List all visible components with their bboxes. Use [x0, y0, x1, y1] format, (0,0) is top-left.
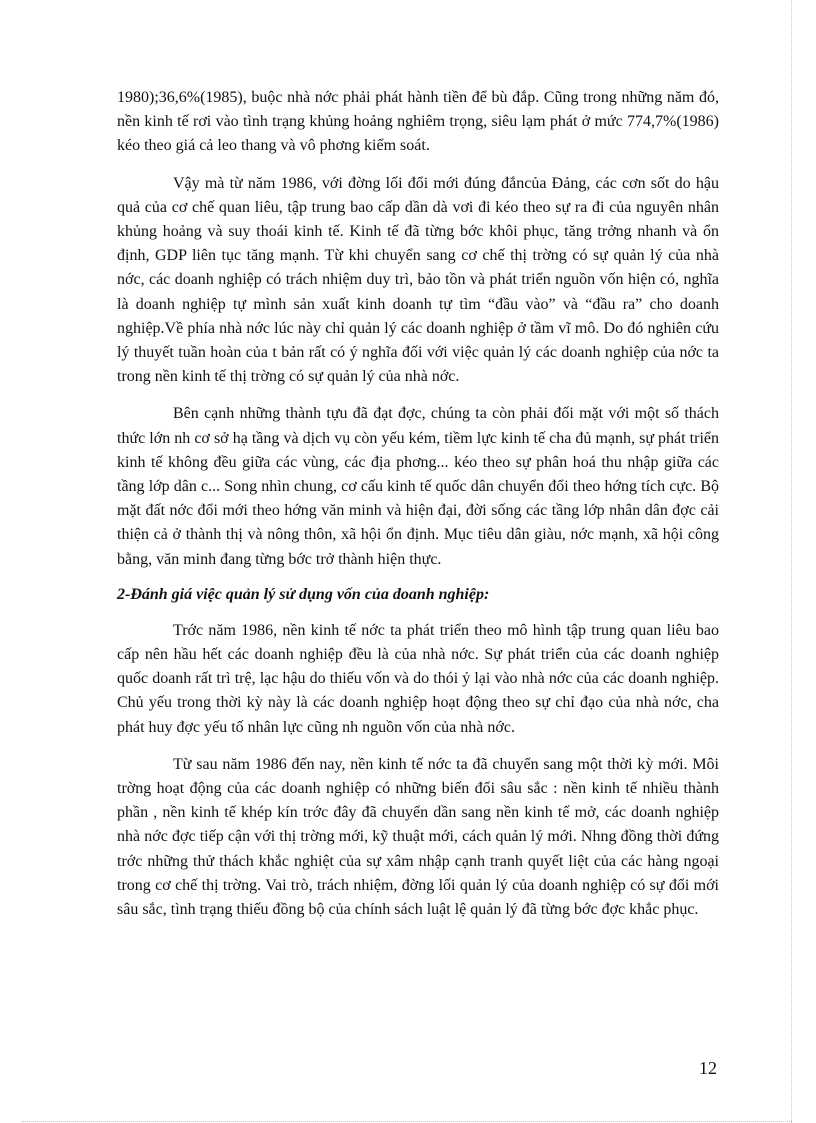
paragraph-after-1986: Từ sau năm 1986 đến nay, nền kinh tế nớc ta đã chuyển sang một thời kỳ mới. Môi trờng hoạt động của các doanh nghiệp có những biến đổi sâu sắc : nền kinh tế nhiều thành phần , nền kinh tế khép kín trớc đây đã chuyển dần sang nền kinh tế mở, các doanh nghiệp nhà nớc đợc tiếp cận với thị trờng mới, kỹ thuật mới, cách quản lý mới. Nhng đồng thời đứng trớc những thử thách khắc nghiệt của sự xâm nhập cạnh tranh quyết liệt của các hàng ngoại trong cơ chế thị trờng. Vai trò, trách nhiệm, đờng lối quản lý của doanh nghiệp có sự đổi mới sâu sắc, tình trạng thiếu đồng bộ của chính sách luật lệ quản lý đã từng bớc đợc khắc phục. — [117, 755, 719, 919]
page-number: 12 — [699, 1058, 717, 1078]
paragraph-continuation: 1980);36,6%(1985), buộc nhà nớc phải phát hành tiền để bù đắp. Cũng trong những năm đó, nền kinh tế rơi vào tình trạng khủng hoảng nghiêm trọng, siêu lạm phát ở mức 774,7%(1986) kéo theo giá cả leo thang và vô phơng kiểm soát. — [117, 89, 719, 155]
paragraph-before-1986: Trớc năm 1986, nền kinh tế nớc ta phát triển theo mô hình tập trung quan liêu bao cấp nên hầu hết các doanh nghiệp đều là của nhà nớc. Sự phát triển của các doanh nghiệp quốc doanh rất trì trệ, lạc hậu do thiếu vốn và do thói ỷ lại vào nhà nớc của các doanh nghiệp. Chủ yếu trong thời kỳ này là các doanh nghiệp hoạt động theo sự chỉ đạo của nhà nớc, cha phát huy đợc yếu tố nhân lực cũng nh nguồn vốn của nhà nớc. — [117, 621, 719, 736]
paragraph-reform-1986: Vậy mà từ năm 1986, với đờng lối đổi mới đúng đắncủa Đảng, các cơn sốt do hậu quả của cơ chế quan liêu, tập trung bao cấp dần dà vơi đi kéo theo sự ra đi của nguyên nhân khủng hoảng và suy thoái kinh tế. Kinh tế đã từng bớc khôi phục, tăng trởng nhanh và ổn định, GDP liên tục tăng mạnh. Từ khi chuyển sang cơ chế thị trờng có sự quản lý của nhà nớc, các doanh nghiệp có trách nhiệm duy trì, bảo tồn và phát triển nguồn vốn hiện có, nghĩa là doanh nghiệp tự mình sản xuất kinh doanh tự tìm “đầu vào” và “đầu ra” cho doanh nghiệp.Về phía nhà nớc lúc này chỉ quản lý các doanh nghiệp ở tầm vĩ mô. Do đó nghiên cứu lý thuyết tuần hoàn của t bản rất có ý nghĩa đối với việc quản lý các doanh nghiệp của nớc ta trong nền kinh tế thị trờng có sự quản lý của nhà nớc. — [117, 174, 719, 386]
document-page — [117, 86, 719, 922]
section-heading: 2-Đánh giá việc quản lý sử dụng vốn của doanh nghiệp: — [117, 585, 490, 603]
page-boundary-bottom — [22, 1121, 792, 1122]
paragraph-challenges: Bên cạnh những thành tựu đã đạt đợc, chúng ta còn phải đối mặt với một số thách thức lớn nh cơ sở hạ tầng và dịch vụ còn yếu kém, tiềm lực kinh tế cha đủ mạnh, sự phát triển kinh tế không đều giữa các vùng, các địa phơng... kéo theo sự phân hoá thu nhập giữa các tầng lớp dân c... Song nhìn chung, cơ cấu kinh tế quốc dân chuyển đổi theo hớng tích cực. Bộ mặt đất nớc đổi mới theo hớng văn minh và hiện đại, đời sống các tầng lớp nhân dân đợc cải thiện cả ở thành thị và nông thôn, xã hội ổn định. Mục tiêu dân giàu, nớc mạnh, xã hội công bằng, văn minh đang từng bớc trở thành hiện thực. — [117, 405, 719, 568]
page-boundary-right — [791, 0, 792, 1123]
